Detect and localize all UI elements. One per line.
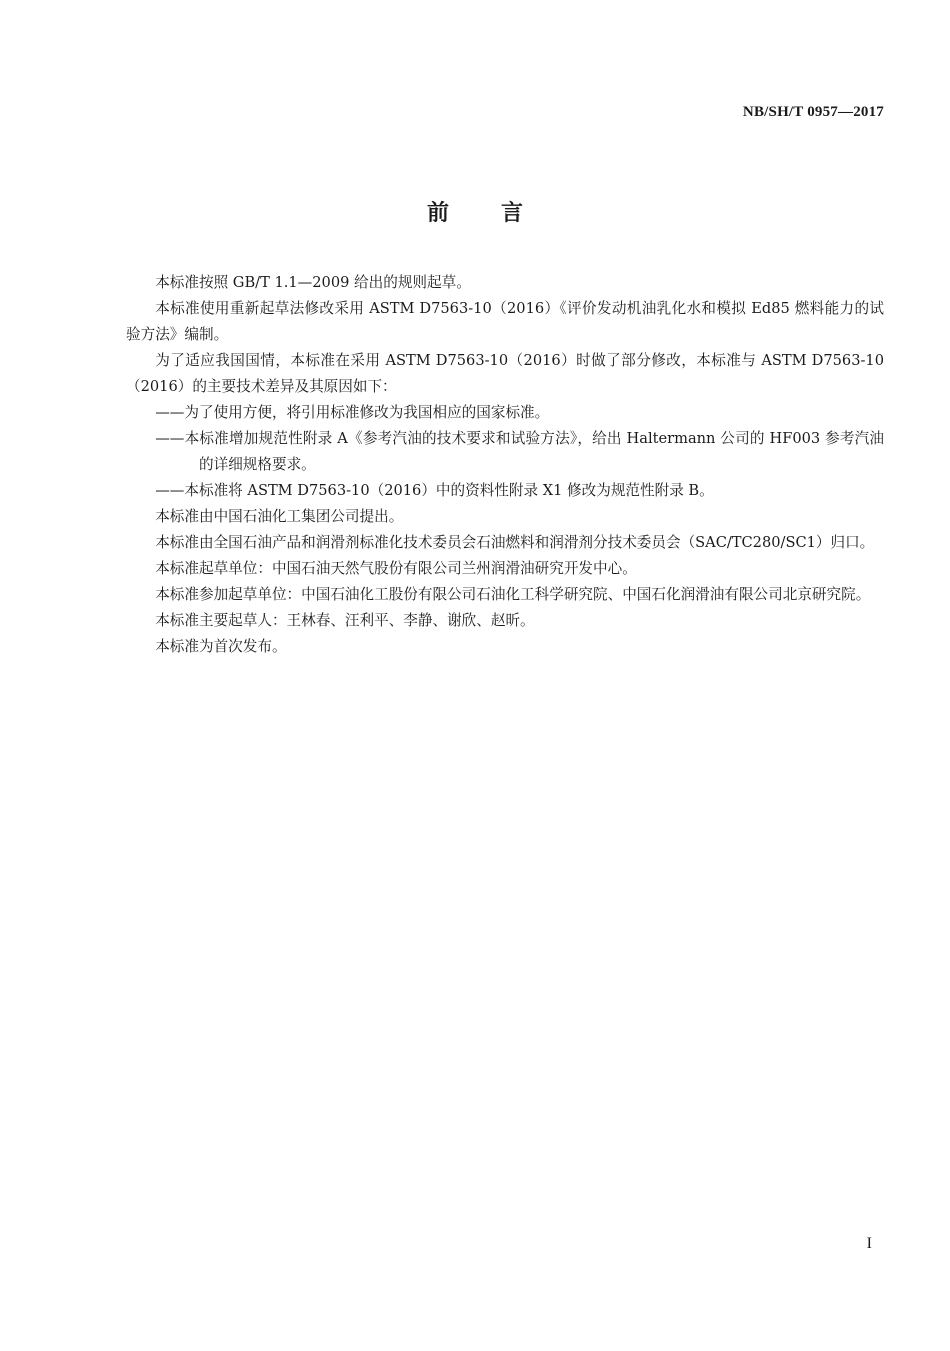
list-item-difference-3: ——本标准将 ASTM D7563-10（2016）中的资料性附录 X1 修改为规范性附录 B。 — [155, 482, 714, 499]
list-item-difference-1: ——为了使用方便，将引用标准修改为我国相应的国家标准。 — [155, 404, 550, 421]
paragraph-committee: 本标准由全国石油产品和润滑剂标准化技术委员会石油燃料和润滑剂分技术委员会（SAC/TC280/SC1）归口。 — [155, 534, 875, 551]
paragraph-drafting-unit: 本标准起草单位：中国石油天然气股份有限公司兰州润滑油研究开发中心。 — [155, 560, 637, 577]
paragraph-adoption: 本标准使用重新起草法修改采用 ASTM D7563-10（2016）《评价发动机油乳化水和模拟 Ed85 燃料能力的试验方法》编制。 — [126, 300, 884, 343]
paragraph-proposer: 本标准由中国石油化工集团公司提出。 — [155, 508, 404, 525]
paragraph-first-release: 本标准为首次发布。 — [155, 638, 287, 655]
page-title: 前言 — [426, 201, 575, 226]
paragraph-participating-units: 本标准参加起草单位：中国石油化工股份有限公司石油化工科学研究院、中国石化润滑油有限公司北京研究院。 — [155, 586, 871, 603]
paragraph-modifications: 为了适应我国国情，本标准在采用 ASTM D7563-10（2016）时做了部分修改，本标准与 ASTM D7563-10（2016）的主要技术差异及其原因如下： — [126, 352, 884, 395]
page-number: I — [866, 1235, 872, 1252]
list-item-difference-2: ——本标准增加规范性附录 A《参考汽油的技术要求和试验方法》，给出 Haltermann 公司的 HF003 参考汽油的详细规格要求。 — [155, 430, 884, 473]
paragraph-drafting-rules: 本标准按照 GB/T 1.1—2009 给出的规则起草。 — [155, 274, 471, 291]
standard-code: NB/SH/T 0957—2017 — [742, 104, 884, 120]
document-body — [126, 270, 884, 660]
paragraph-drafters: 本标准主要起草人：王林春、汪利平、李静、谢欣、赵昕。 — [155, 612, 535, 629]
